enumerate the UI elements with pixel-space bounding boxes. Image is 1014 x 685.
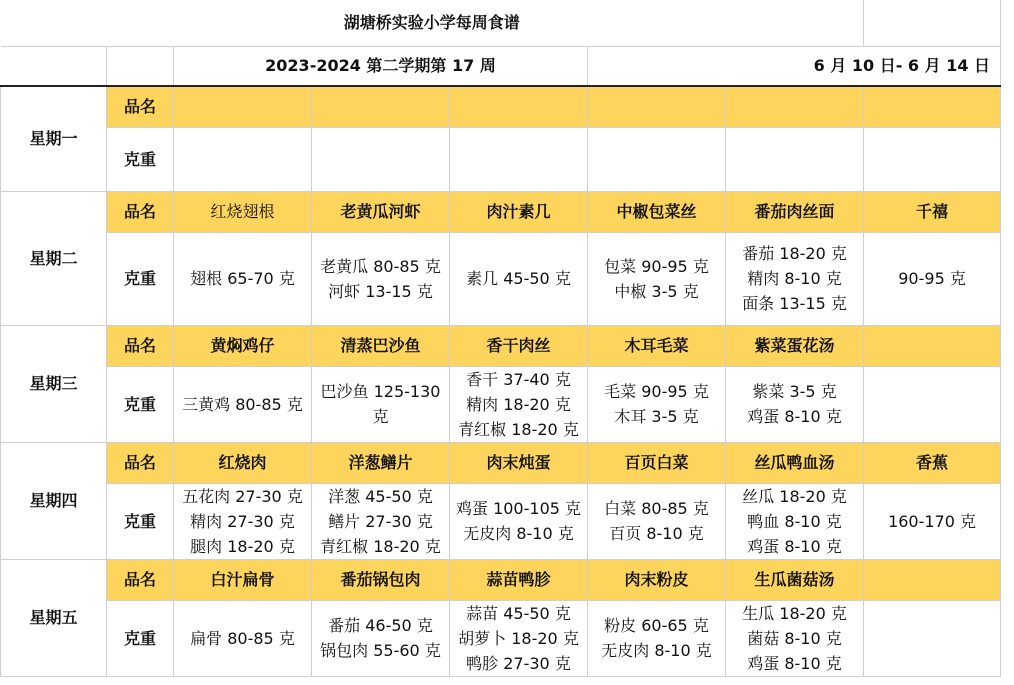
dish-weight xyxy=(588,127,726,191)
dish-name: 生瓜菌菇汤 xyxy=(726,559,864,600)
weight-line: 菌菇 8-10 克 xyxy=(747,628,842,648)
weight-line: 克 xyxy=(372,407,389,426)
dish-weight xyxy=(726,483,864,559)
dish-weight xyxy=(726,600,864,676)
weight-line: 90-95 克 xyxy=(898,269,966,288)
weight-label: 克重 xyxy=(107,483,174,559)
weight-line: 鸡蛋 8-10 克 xyxy=(747,653,842,673)
weight-line: 鸡蛋 8-10 克 xyxy=(747,407,842,426)
dish-name: 丝瓜鸭血汤 xyxy=(726,442,864,483)
dish-name-row xyxy=(1,191,1001,232)
dish-name: 木耳毛菜 xyxy=(588,325,726,366)
weight-line: 素几 45-50 克 xyxy=(466,269,571,288)
weight-line: 巴沙鱼 125-130 xyxy=(320,382,441,401)
dish-weight xyxy=(864,232,1001,325)
dish-name xyxy=(588,86,726,127)
dish-name: 百页白菜 xyxy=(588,442,726,483)
dish-weight xyxy=(864,127,1001,191)
weight-label: 克重 xyxy=(107,366,174,442)
dish-weight-row xyxy=(1,366,1001,442)
dish-weight xyxy=(312,366,450,442)
dish-weight xyxy=(312,127,450,191)
dish-weight xyxy=(588,366,726,442)
title-row xyxy=(1,0,1001,46)
dish-name xyxy=(450,86,588,127)
menu-title: 湖塘桥实验小学每周食谱 xyxy=(1,0,864,46)
dish-name: 白汁扁骨 xyxy=(174,559,312,600)
dish-weight xyxy=(312,600,450,676)
weight-line: 木耳 3-5 克 xyxy=(614,407,699,426)
weight-line: 160-170 克 xyxy=(888,511,977,531)
weight-line: 鳝片 27-30 克 xyxy=(328,511,433,531)
dish-name-row xyxy=(1,442,1001,483)
dish-name-row xyxy=(1,325,1001,366)
dish-name: 香干肉丝 xyxy=(450,325,588,366)
dish-name xyxy=(864,559,1001,600)
day-label: 星期四 xyxy=(1,442,107,559)
dish-weight xyxy=(174,366,312,442)
dish-name: 肉末炖蛋 xyxy=(450,442,588,483)
dish-weight xyxy=(450,600,588,676)
dish-name: 清蒸巴沙鱼 xyxy=(312,325,450,366)
dish-weight xyxy=(864,600,1001,676)
dish-weight xyxy=(450,232,588,325)
weight-line: 鸡蛋 8-10 克 xyxy=(747,536,842,556)
dish-weight xyxy=(588,232,726,325)
weight-line: 胡萝卜 18-20 克 xyxy=(458,628,579,648)
weight-line: 百页 8-10 克 xyxy=(609,524,704,543)
dish-weight-row xyxy=(1,600,1001,676)
weight-line: 粉皮 60-65 克 xyxy=(604,616,709,635)
weight-line: 鸭胗 27-30 克 xyxy=(466,653,571,673)
blank-cell xyxy=(107,46,174,86)
weight-line: 番茄 18-20 克 xyxy=(742,244,847,263)
weight-line: 面条 13-15 克 xyxy=(742,294,847,313)
weight-line: 洋葱 45-50 克 xyxy=(328,486,433,506)
dish-name-row xyxy=(1,559,1001,600)
dish-weight xyxy=(864,366,1001,442)
day-label: 星期二 xyxy=(1,191,107,325)
dish-weight xyxy=(588,483,726,559)
weight-line: 老黄瓜 80-85 克 xyxy=(320,256,441,276)
dish-weight-row xyxy=(1,232,1001,325)
weight-line: 包菜 90-95 克 xyxy=(604,256,709,276)
weight-label: 克重 xyxy=(107,127,174,191)
dish-name: 紫菜蛋花汤 xyxy=(726,325,864,366)
weight-line: 无皮肉 8-10 克 xyxy=(463,524,574,543)
dish-name-row xyxy=(1,86,1001,127)
dish-weight xyxy=(588,600,726,676)
dish-weight xyxy=(726,366,864,442)
dish-name xyxy=(864,86,1001,127)
weight-line: 青红椒 18-20 克 xyxy=(458,419,579,439)
dish-name xyxy=(174,86,312,127)
weight-line: 毛菜 90-95 克 xyxy=(604,382,709,401)
weight-line: 鸡蛋 100-105 克 xyxy=(455,499,582,518)
term-label: 2023-2024 第二学期第 17 周 xyxy=(174,46,588,86)
dish-name: 肉末粉皮 xyxy=(588,559,726,600)
dish-name: 老黄瓜河虾 xyxy=(312,191,450,232)
name-label: 品名 xyxy=(107,325,174,366)
weight-line: 三黄鸡 80-85 克 xyxy=(182,394,303,414)
dish-name xyxy=(312,86,450,127)
dish-name: 香蕉 xyxy=(864,442,1001,483)
weight-line: 翅根 65-70 克 xyxy=(190,269,295,288)
dish-weight xyxy=(450,127,588,191)
dish-name xyxy=(726,86,864,127)
dish-name: 洋葱鳝片 xyxy=(312,442,450,483)
weight-line: 生瓜 18-20 克 xyxy=(742,603,847,623)
day-label: 星期一 xyxy=(1,86,107,191)
weight-line: 精肉 27-30 克 xyxy=(190,511,295,531)
name-label: 品名 xyxy=(107,86,174,127)
term-row xyxy=(1,46,1001,86)
weight-label: 克重 xyxy=(107,232,174,325)
date-range: 6 月 10 日- 6 月 14 日 xyxy=(588,46,1001,86)
dish-weight xyxy=(864,483,1001,559)
weight-line: 锅包肉 55-60 克 xyxy=(320,641,441,660)
dish-weight-row xyxy=(1,483,1001,559)
dish-weight xyxy=(726,127,864,191)
dish-name: 千禧 xyxy=(864,191,1001,232)
name-label: 品名 xyxy=(107,559,174,600)
dish-weight xyxy=(726,232,864,325)
weight-line: 鸭血 8-10 克 xyxy=(747,511,842,531)
day-label: 星期三 xyxy=(1,325,107,442)
weight-line: 蒜苗 45-50 克 xyxy=(466,603,571,623)
weight-line: 五花肉 27-30 克 xyxy=(182,486,303,506)
dish-weight xyxy=(312,483,450,559)
weight-line: 青红椒 18-20 克 xyxy=(320,536,441,556)
name-label: 品名 xyxy=(107,442,174,483)
weight-line: 腿肉 18-20 克 xyxy=(190,536,295,556)
weight-line: 番茄 46-50 克 xyxy=(328,616,433,635)
weight-line: 扁骨 80-85 克 xyxy=(190,628,295,648)
dish-weight xyxy=(174,483,312,559)
dish-name: 中椒包菜丝 xyxy=(588,191,726,232)
weight-line: 中椒 3-5 克 xyxy=(614,281,699,301)
dish-name: 红烧翅根 xyxy=(174,191,312,232)
weight-line: 香干 37-40 克 xyxy=(466,369,571,389)
dish-weight xyxy=(450,483,588,559)
dish-name: 黄焖鸡仔 xyxy=(174,325,312,366)
dish-name: 红烧肉 xyxy=(174,442,312,483)
weight-line: 精肉 8-10 克 xyxy=(747,269,842,288)
weight-line: 精肉 18-20 克 xyxy=(466,394,571,414)
dish-name: 番茄肉丝面 xyxy=(726,191,864,232)
weight-line: 河虾 13-15 克 xyxy=(328,281,433,301)
blank-cell xyxy=(864,0,1001,46)
weight-line: 紫菜 3-5 克 xyxy=(752,382,837,401)
dish-weight xyxy=(174,127,312,191)
dish-weight xyxy=(312,232,450,325)
weight-line: 白菜 80-85 克 xyxy=(604,499,709,518)
dish-weight xyxy=(174,600,312,676)
dish-name: 肉汁素几 xyxy=(450,191,588,232)
dish-name: 蒜苗鸭胗 xyxy=(450,559,588,600)
weight-line: 无皮肉 8-10 克 xyxy=(601,641,712,660)
day-label: 星期五 xyxy=(1,559,107,676)
weight-label: 克重 xyxy=(107,600,174,676)
dish-weight-row xyxy=(1,127,1001,191)
blank-cell xyxy=(1,46,107,86)
dish-weight xyxy=(450,366,588,442)
dish-weight xyxy=(174,232,312,325)
weight-line: 丝瓜 18-20 克 xyxy=(742,486,847,506)
name-label: 品名 xyxy=(107,191,174,232)
dish-name xyxy=(864,325,1001,366)
dish-name: 番茄锅包肉 xyxy=(312,559,450,600)
